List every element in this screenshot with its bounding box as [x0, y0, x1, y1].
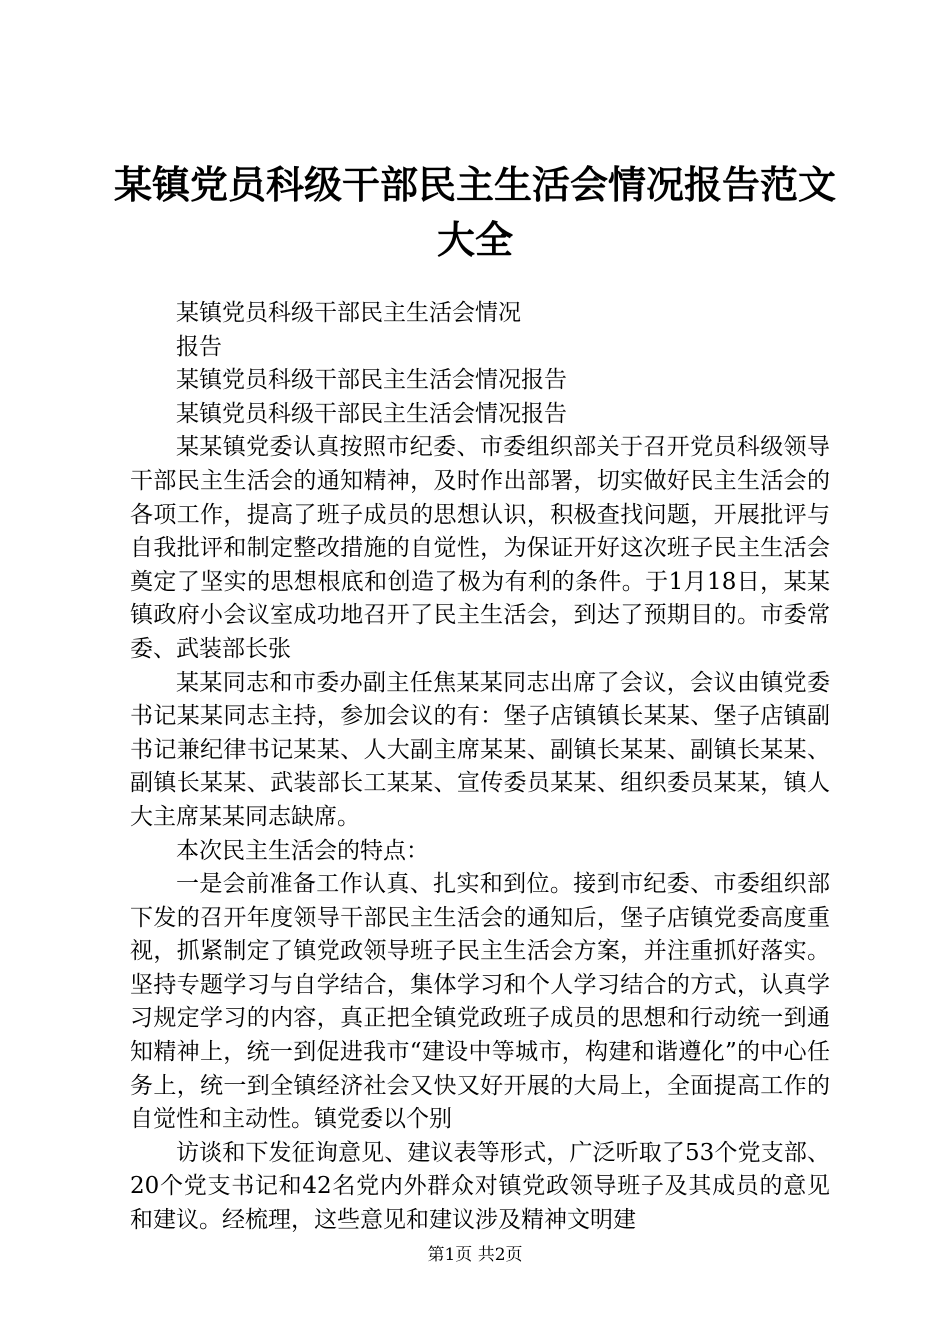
paragraph: 本次民主生活会的特点：: [176, 837, 429, 864]
document-title: 某镇党员科级干部民主生活会情况报告范文大全: [113, 163, 836, 262]
paragraph: 某镇党员科级干部民主生活会情况: [176, 300, 521, 326]
paragraph: 某某同志和市委办副主任焦某某同志出席了会议，会议由镇党委书记某某同志主持，参加会议的有：堡子店镇镇长某某、堡子店镇副书记兼纪律书记某某、人大副主席某某、副镇长某某、副镇长某某、副镇长某某、武装部长工某某、宣传委员某某、组织委员某某，镇人大主席某某同志缺席。: [130, 669, 830, 830]
document-body: [130, 297, 830, 1238]
paragraph: 访谈和下发征询意见、建议表等形式，广泛听取了53个党支部、20个党支书记和42名党内外群众对镇党政领导班子及其成员的意见和建议。经梳理，这些意见和建议涉及精神文明建: [130, 1139, 830, 1234]
paragraph: 一是会前准备工作认真、扎实和到位。接到市纪委、市委组织部下发的召开年度领导干部民主生活会的通知后，堡子店镇党委高度重视，抓紧制定了镇党政领导班子民主生活会方案，并注重抓好落实。坚持专题学习与自学结合，集体学习和个人学习结合的方式，认真学习规定学习的内容，真正把全镇党政班子成员的思想和行动统一到通知精神上，统一到促进我市“建设中等城市，构建和谐遵化”的中心任务上，统一到全镇经济社会又快又好开展的大局上，全面提高工作的自觉性和主动性。镇党委以个别: [130, 871, 830, 1133]
paragraph: 报告: [176, 333, 222, 360]
paragraph: 某镇党员科级干部民主生活会情况报告: [176, 400, 567, 427]
page-footer: 第1页 共2页: [427, 1245, 523, 1265]
paragraph: 某镇党员科级干部民主生活会情况报告: [176, 367, 567, 394]
paragraph: 某某镇党委认真按照市纪委、市委组织部关于召开党员科级领导干部民主生活会的通知精神，及时作出部署，切实做好民主生活会的各项工作，提高了班子成员的思想认识，积极查找问题，开展批评与自我批评和制定整改措施的自觉性，为保证开好这次班子民主生活会奠定了坚实的思想根底和创造了极为有利的条件。于1月18日，某某镇政府小会议室成功地召开了民主生活会，到达了预期目的。市委常委、武装部长张: [130, 434, 830, 662]
